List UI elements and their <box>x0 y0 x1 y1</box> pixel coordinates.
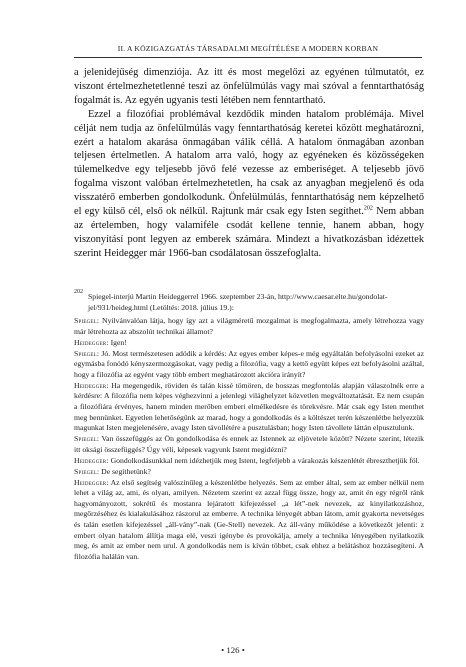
dialogue-text: Van összefüggés az Ön gondolkodása és ennek az Istennek az eljövetele között? Nézete szerint, létezik itt oksági összefüggés? Úgy véli, képesek vagyunk Istent megidézni? <box>74 434 424 454</box>
speaker-label: Heidegger: <box>74 455 109 465</box>
speaker-label: Spiegel: <box>74 348 100 358</box>
main-text <box>74 66 424 261</box>
dialogue-text: Gondolkodásunkkal nem idézhetjük meg Istent, legfeljebb a várakozás készenlétét ébreszthetjük föl. <box>108 455 420 465</box>
footnote-reference: 202 <box>363 205 373 212</box>
running-header: II. A KÖZIGAZGATÁS TÁRSADALMI MEGÍTÉLÉSE A MODERN KORBAN <box>117 44 379 53</box>
speaker-label: Heidegger: <box>74 477 109 487</box>
speaker-label: Spiegel: <box>74 466 100 476</box>
dialogue-text: Az első segítség valószínűleg a készenlétbe helyezés. Sem az ember által, sem az ember nélkül nem lehet a világ az, ami, és olyan, amilyen. Nézetem szerint ez azzal függ össze, hogy az, amit én egy régről ránk hagyományozott, sokrétű és mostanra lejáratott kifejezéssel „a lét”-nek nevezek, az kinyilatkozáshoz, megőrzéséhez és kialakulásához rászorul az emberre. A technika lényegét abban látom, amit gyakorta nevetséges és talán esetlen kifejezéssel „áll-vány”-nak (Ge-Stell) nevezek. Az áll-vány működése a következőt jelenti: z embert olyan hatalom állítja maga elé, veszi igénybe és provokálja, amely a technika lényegében nyilatkozik meg, és amit az ember nem urul. A gondolkodás nem is kíván többet, csak ehhez a belátáshoz hozzásegíteni. A filozófia halálán van. <box>74 477 424 561</box>
paragraph-2 <box>74 108 424 261</box>
paragraph-2-text-a: Ezzel a filozófiai problémával kezdődik minden hatalom problémája. Mivel célját nem tudja az önfelülmúlás vagy fenntarthatóság keretei között meghatározni, ezért a hatalom akarása önmagában válik céllá. A hatalom önmagában azonban teljesen értelmetlen. A hatalom arra való, hogy az egyéneken és közösségeken túlemelkedve egy teljesebb jövő felé vezesse az emberiséget. A teljesebb jövő fogalma viszont valóban értelmezhetetlen, ha csak az anyagban megjelenő és oda visszatérő emberben gondolkodunk. Önfelülmúlás, fenntarthatóság nem képzelhető el egy külső cél, első ok nélkül. Rajtunk már csak egy Isten segíthet. <box>74 108 424 218</box>
footnote-number: 202 <box>74 289 83 295</box>
dialogue-line <box>74 434 424 455</box>
dialogue-text: Igen! <box>108 337 127 347</box>
dialogue-line <box>74 338 424 349</box>
speaker-label: Heidegger: <box>74 337 109 347</box>
dialogue-text: De segíthetünk? <box>99 466 151 476</box>
footnote-202 <box>74 289 424 313</box>
paragraph-2-text-b: Nem abban az értelemben, hogy valamiféle csodát kellene tennie, hanem abban, hogy viszonyításí pont legyen az emberek számára. Mindezt a hivatkozásban idézettek szerint Heidegger már 1966-ban csodálatosan összefoglalta. <box>74 206 425 259</box>
page-number: • 126 • <box>221 645 245 655</box>
dialogue-line <box>74 456 424 467</box>
header-rule <box>74 57 422 58</box>
speaker-label: Heidegger: <box>74 380 109 390</box>
dialogue-text: Ha megengedik, röviden és talán kissé tömören, de hosszas megfontolás alapján válaszolnék erre a kérdésre: A filozófia nem képes véghezvinni a jelenlegi világhelyzet közvetlen megváltoztatását. Ez nem csupán a filozófiára érvényes, hanem minden merőben emberi elmélkedésre és törekvésre. Már csak egy Isten menthet meg bennünket. Egyetlen lehetőségünk az marad, hogy a gondolkodás és a költészet terén készenlétbe helyezzük magunkat Isten megjelenésére, avagy Isten távollétére a pusztulásban; hogy Isten távollete láttán elpusztulunk. <box>74 380 424 433</box>
dialogue-text: Nyilvánvalóan látja, hogy így azt a világméretű mozgalmat is megfogalmazta, amely létrehozza vagy már létrehozta az abszolút technikai államot? <box>74 316 424 336</box>
footnotes <box>74 289 424 562</box>
speaker-label: Spiegel: <box>74 434 100 444</box>
dialogue-line <box>74 478 424 562</box>
dialogue-line <box>74 349 424 381</box>
speaker-label: Spiegel: <box>74 316 100 326</box>
dialogue-line <box>74 316 424 337</box>
dialogue-line <box>74 381 424 434</box>
footnote-source: Spiegel-interjú Martin Heideggerrel 1966. szeptember 23-án, http://www.caesar.elte.hu/gondolat-jel/931/heideg.html (Letöltés: 2018. július 19.): <box>88 292 388 312</box>
dialogue-line <box>74 467 424 478</box>
interview-dialogue <box>74 316 424 562</box>
paragraph-1: a jelenidejűség dimenziója. Az itt és most megelőzi az egyénen túlmutatót, ez viszont értelmezhetetlenné teszi az önfelülmúlás vagy mai szóval a fenntarthatóság fogalmát is. Az egyén ugyanis testi létében nem fenntartható. <box>74 67 424 106</box>
dialogue-text: Jó. Most természetesen adódik a kérdés: Az egyes ember képes-e még egyáltalán befolyásolni ezeket az egymásba fonódó kényszermozgásokat, vagy pedig a filozófia, vagy a kettő együtt képes ezt befolyásolni azáltal, hogy a filozófia az egyént vagy több embert meghatározott akcióra irányít? <box>74 348 424 379</box>
